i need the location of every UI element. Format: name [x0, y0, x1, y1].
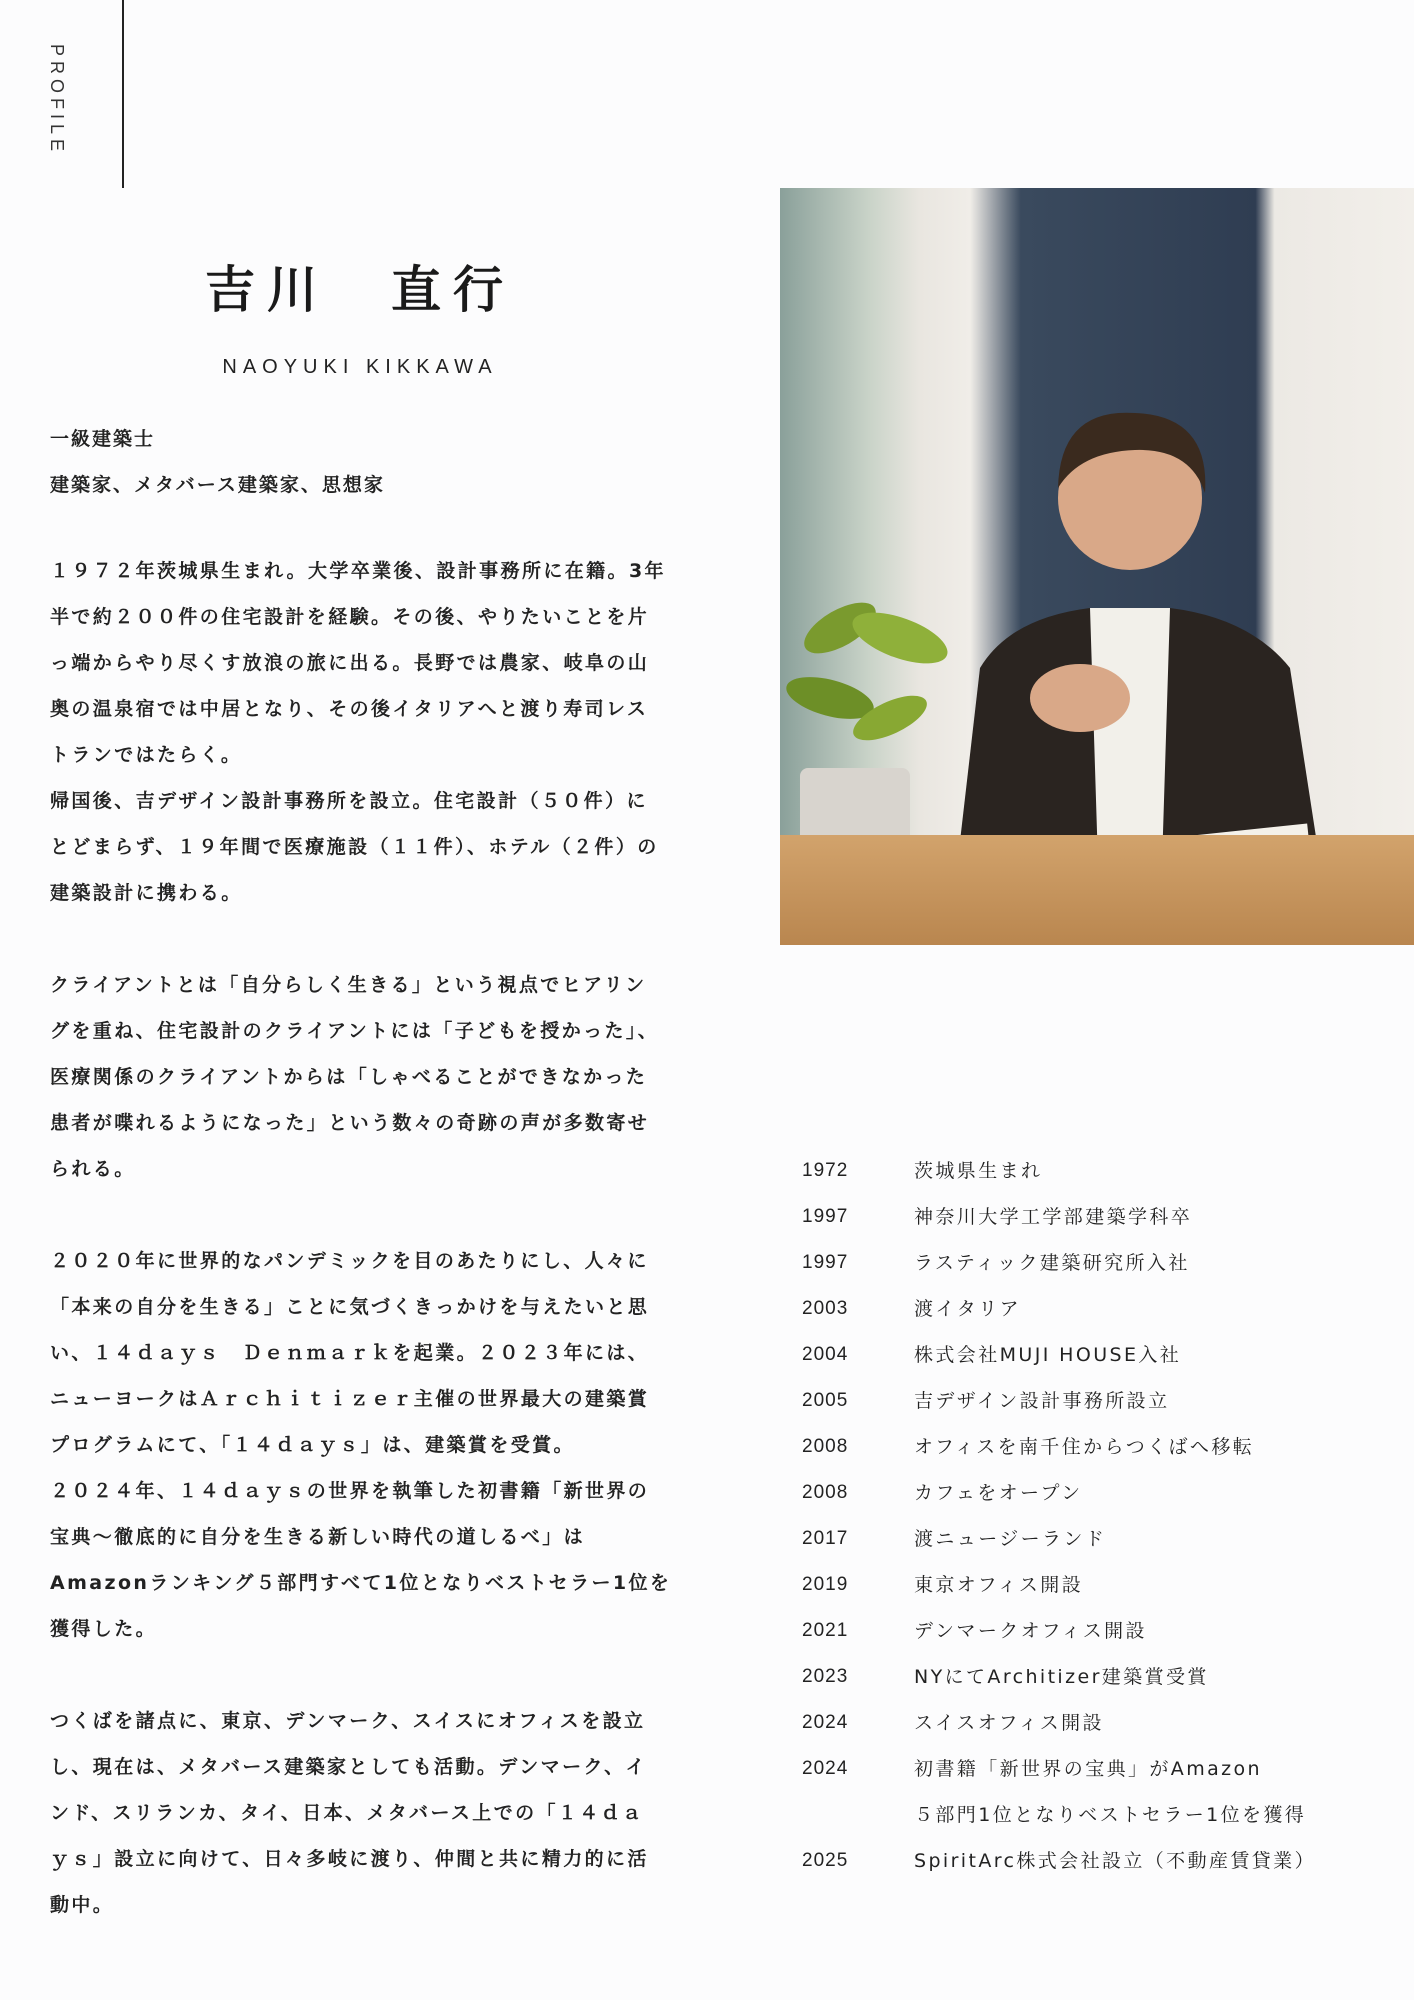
timeline-row [802, 1378, 1402, 1424]
bio-paragraph [50, 1698, 750, 1928]
bio-line: つくばを諸点に、東京、デンマーク、スイスにオフィスを設立 [50, 1710, 646, 1732]
timeline-event [914, 1332, 1402, 1378]
bio-line: ２０２０年に世界的なパンデミックを目のあたりにし、人々に [50, 1250, 649, 1272]
timeline-row [802, 1654, 1402, 1700]
timeline-year: 2019 [802, 1574, 849, 1595]
timeline-row [802, 1194, 1402, 1240]
bio-line: 患者が喋れるようになった」という数々の奇跡の声が多数寄せ [50, 1112, 650, 1134]
bio-line: Amazonランキング５部門すべて1位となりベストセラー1位を [50, 1572, 672, 1594]
bio-line: とどまらず、１９年間で医療施設（１１件）、ホテル（２件）の [50, 836, 659, 858]
bio-line: １９７２年茨城県生まれ。大学卒業後、設計事務所に在籍。3年 [50, 560, 666, 582]
timeline-event-line: ５部門1位となりベストセラー1位を獲得 [914, 1804, 1307, 1826]
timeline-year: 2021 [802, 1620, 849, 1641]
timeline-event-line: 株式会社MUJI HOUSE入社 [914, 1344, 1182, 1366]
timeline-row [802, 1286, 1402, 1332]
timeline-event [914, 1378, 1402, 1424]
bio-line: 建築設計に携わる。 [50, 882, 243, 904]
biography [50, 548, 750, 1974]
timeline-year: 2024 [802, 1712, 849, 1733]
bio-line: られる。 [50, 1158, 136, 1180]
timeline-event-line: 渡イタリア [914, 1298, 1022, 1320]
timeline-event-line: SpiritArc株式会社設立（不動産賃貸業） [914, 1850, 1316, 1872]
timeline-event [914, 1516, 1402, 1562]
timeline-event [914, 1240, 1402, 1286]
timeline-event [914, 1424, 1402, 1470]
title-line: 建築家、メタバース建築家、思想家 [50, 474, 385, 496]
timeline-event [914, 1148, 1402, 1194]
bio-line: 「本来の自分を生きる」ことに気づくきっかけを与えたいと思 [50, 1296, 650, 1318]
bio-paragraph [50, 548, 750, 916]
timeline-event-line: ラスティック建築研究所入社 [914, 1252, 1190, 1274]
bio-line: 半で約２００件の住宅設計を経験。その後、やりたいことを片 [50, 606, 650, 628]
timeline-row [802, 1516, 1402, 1562]
bio-paragraph [50, 962, 750, 1192]
portrait-photo [780, 188, 1414, 945]
timeline-year: 2008 [802, 1436, 849, 1457]
timeline-year: 2003 [802, 1298, 849, 1319]
timeline-event-line: 吉デザイン設計事務所設立 [914, 1390, 1170, 1412]
timeline-year: 2004 [802, 1344, 849, 1365]
bio-line: し、現在は、メタバース建築家としても活動。デンマーク、イ [50, 1756, 647, 1778]
bio-paragraph [50, 1238, 750, 1652]
bio-line: ニューヨークはＡｒｃｈｉｔｉｚｅｒ主催の世界最大の建築賞 [50, 1388, 650, 1410]
timeline-year: 2017 [802, 1528, 849, 1549]
timeline-row [802, 1700, 1402, 1746]
bio-line: い、１４ｄａｙｓ Ｄｅｎｍａｒｋを起業。２０２３年には、 [50, 1342, 650, 1364]
name-japanese: 吉川 直行 [205, 260, 515, 319]
timeline-event [914, 1562, 1402, 1608]
timeline-event [914, 1700, 1402, 1746]
bio-line: 帰国後、吉デザイン設計事務所を設立。住宅設計（５０件）に [50, 790, 648, 812]
timeline-event-line: NYにてArchitizer建築賞受賞 [914, 1666, 1209, 1688]
timeline-event-line: 神奈川大学工学部建築学科卒 [914, 1206, 1193, 1228]
timeline-event-line: カフェをオープン [914, 1482, 1083, 1504]
timeline-row [802, 1562, 1402, 1608]
timeline-row [802, 1332, 1402, 1378]
timeline-year: 1972 [802, 1160, 849, 1181]
timeline-event-line: 初書籍「新世界の宝典」がAmazon [914, 1758, 1262, 1780]
timeline-row [802, 1424, 1402, 1470]
bio-line: 宝典～徹底的に自分を生きる新しい時代の道しるべ」は [50, 1526, 586, 1548]
timeline-event [914, 1838, 1402, 1884]
timeline-event [914, 1746, 1402, 1838]
bio-line: っ端からやり尽くす放浪の旅に出る。長野では農家、岐阜の山 [50, 652, 650, 674]
timeline-year: 2023 [802, 1666, 849, 1687]
name-block [50, 250, 670, 379]
timeline-event-line: 茨城県生まれ [914, 1160, 1043, 1182]
timeline-event [914, 1608, 1402, 1654]
timeline-row [802, 1838, 1402, 1884]
timeline-year: 2005 [802, 1390, 849, 1411]
timeline-year: 1997 [802, 1206, 849, 1227]
desk [780, 835, 1414, 945]
timeline-row [802, 1148, 1402, 1194]
bio-line: グを重ね、住宅設計のクライアントには「子どもを授かった」、 [50, 1020, 660, 1042]
bio-line: ２０２４年、１４ｄａｙｓの世界を執筆した初書籍「新世界の [50, 1480, 650, 1502]
timeline-event [914, 1194, 1402, 1240]
timeline-event-line: 東京オフィス開設 [914, 1574, 1084, 1596]
timeline-row [802, 1240, 1402, 1286]
bio-line: 医療関係のクライアントからは「しゃべることができなかった [50, 1066, 648, 1088]
title-line: 一級建築士 [50, 428, 156, 450]
timeline-year: 2024 [802, 1758, 849, 1779]
timeline-event [914, 1286, 1402, 1332]
timeline-row [802, 1608, 1402, 1654]
timeline-event-line: オフィスを南千住からつくばへ移転 [914, 1436, 1255, 1458]
bio-line: クライアントとは「自分らしく生きる」という視点でヒアリン [50, 974, 647, 996]
bio-line: プログラムにて、「１４ｄａｙｓ」は、建築賞を受賞。 [50, 1434, 575, 1456]
bio-line: ンド、スリランカ、タイ、日本、メタバース上での「１４ｄａ [50, 1802, 644, 1824]
bio-line: 奥の温泉宿では中居となり、その後イタリアへと渡り寿司レス [50, 698, 649, 720]
timeline-year: 2008 [802, 1482, 849, 1503]
timeline-row [802, 1470, 1402, 1516]
bio-line: トランではたらく。 [50, 744, 243, 766]
bio-line: 動中。 [50, 1894, 115, 1916]
timeline-row [802, 1746, 1402, 1838]
timeline-event [914, 1470, 1402, 1516]
timeline-event [914, 1654, 1402, 1700]
vertical-rule [122, 0, 124, 188]
timeline-event-line: 渡ニュージーランド [914, 1528, 1107, 1550]
timeline [802, 1148, 1402, 1884]
timeline-year: 2025 [802, 1850, 849, 1871]
job-titles [50, 416, 750, 508]
timeline-year: 1997 [802, 1252, 849, 1273]
bio-line: 獲得した。 [50, 1618, 158, 1640]
timeline-event-line: デンマークオフィス開設 [914, 1620, 1147, 1642]
name-english: NAOYUKI KIKKAWA [222, 356, 498, 378]
bio-line: ｙｓ」設立に向けて、日々多岐に渡り、仲間と共に精力的に活 [50, 1848, 649, 1870]
timeline-event-line: スイスオフィス開設 [914, 1712, 1104, 1734]
section-tag: PROFILE [47, 44, 67, 157]
